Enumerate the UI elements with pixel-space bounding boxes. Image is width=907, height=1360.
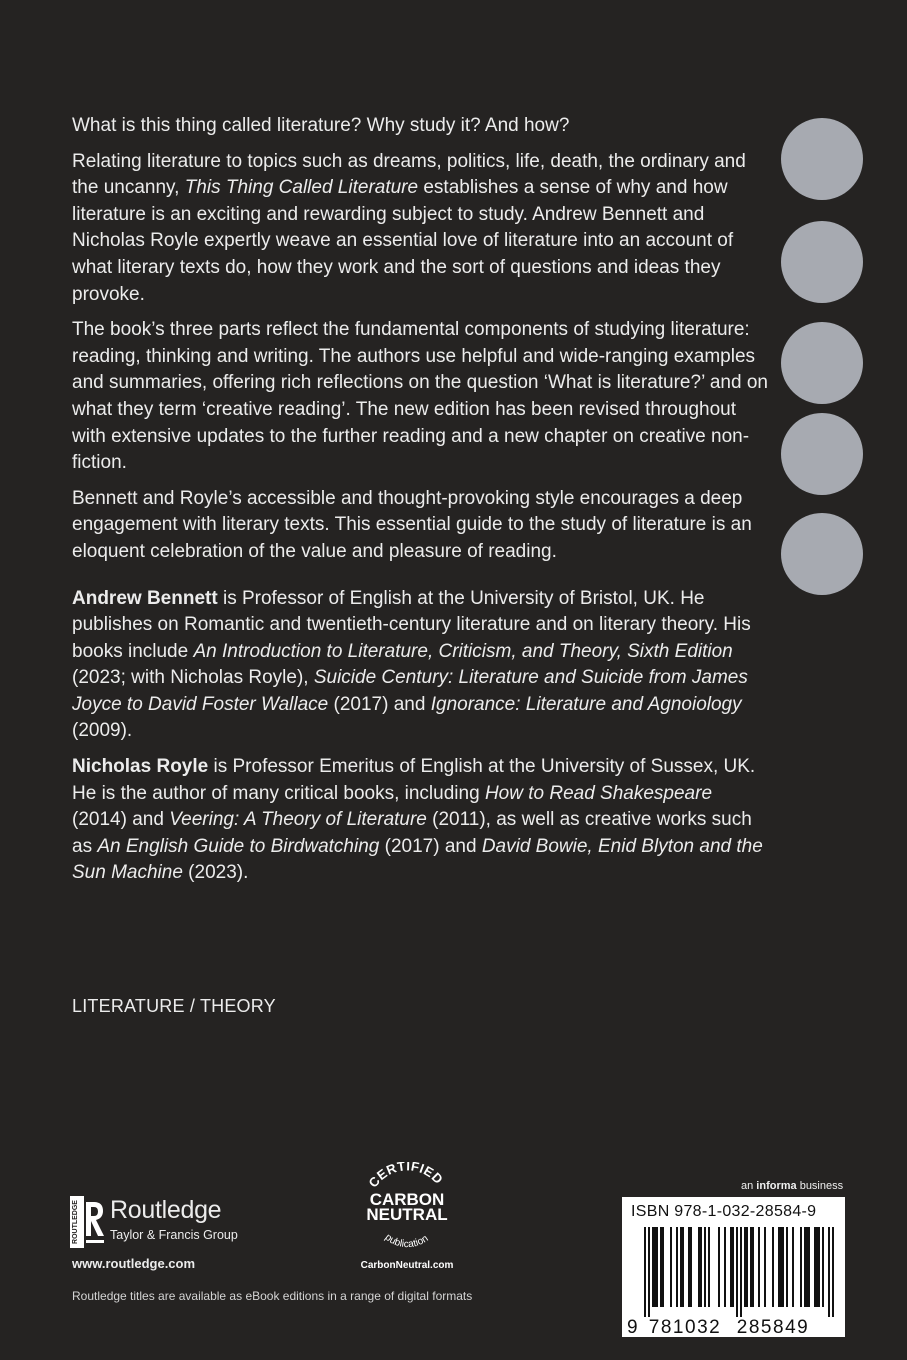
- blurb-paragraph-1: Relating literature to topics such as dreams, politics, life, death, the ordinary and the uncanny, This Thing Called Literature establishes a sense of why and how literature is an exciting and rewarding subject to study. Andrew Bennett and Nicholas Royle expertly weave an essential love of literature into an account of what literary texts do, how they work and the sort of questions and ideas they provoke.: [72, 150, 746, 305]
- barcode-bar: [816, 1227, 818, 1307]
- barcode-bar: [752, 1227, 754, 1307]
- book-title: This Thing Called Literature: [184, 177, 419, 199]
- barcode-bar: [648, 1227, 650, 1317]
- neutral-text: NEUTRAL: [366, 1205, 448, 1224]
- blurb-paragraph-3: Bennett and Royle’s accessible and thought-provoking style encourages a deep engagement with literary texts. This essential guide to the study of literature is an eloquent celebration of the value and pleasure of reading.: [72, 487, 752, 562]
- barcode-bar: [736, 1227, 738, 1317]
- barcode-bar: [740, 1227, 742, 1317]
- publication-text: publication: [382, 1231, 431, 1251]
- barcode-bar: [688, 1227, 690, 1307]
- informa-line: an informa business: [741, 1180, 844, 1192]
- barcode-bar: [662, 1227, 664, 1307]
- barcode-bar: [704, 1227, 706, 1307]
- barcode-bar: [772, 1227, 774, 1307]
- barcode-bar: [758, 1227, 760, 1307]
- isbn-label: ISBN 978-1-032-28584-9: [631, 1203, 817, 1220]
- barcode-bar: [746, 1227, 748, 1307]
- barcode-bar: [656, 1227, 658, 1307]
- author-name: Andrew Bennett: [72, 587, 218, 609]
- barcode-bar: [652, 1227, 654, 1307]
- barcode-bar: [782, 1227, 784, 1307]
- decorative-circle: [781, 322, 863, 404]
- barcode-bar: [814, 1227, 816, 1307]
- barcode-bar: [718, 1227, 720, 1307]
- barcode-bar: [750, 1227, 752, 1307]
- barcode-bar: [732, 1227, 734, 1307]
- author-bio-royle: Nicholas Royle is Professor Emeritus of English at the University of Sussex, UK. He is the author of many critical books, including How to Read Shakespeare (2014) and Veering: A Theory of Literature (2011), as well as creative works such as An English Guide to Birdwatching (2017) and David Bowie, Enid Blyton and the Sun Machine (2023).: [72, 756, 763, 884]
- barcode-bar: [828, 1227, 830, 1317]
- barcode-bar: [800, 1227, 802, 1307]
- decorative-circle: [781, 513, 863, 595]
- barcode-digit-lead: 9: [627, 1317, 638, 1337]
- barcode-bar: [806, 1227, 808, 1307]
- routledge-logo: [70, 1196, 260, 1248]
- barcode-bar: [698, 1227, 700, 1307]
- barcode-bar: [700, 1227, 702, 1307]
- barcode-bar: [822, 1227, 824, 1307]
- barcode-bar: [730, 1227, 732, 1307]
- routledge-r-icon: [70, 1196, 106, 1248]
- svg-text:publication: [383, 1232, 431, 1250]
- blurb-question: What is this thing called literature? Why study it? And how?: [72, 115, 570, 136]
- publisher-url[interactable]: www.routledge.com: [72, 1256, 196, 1271]
- publisher-group: Taylor & Francis Group: [110, 1228, 238, 1242]
- decorative-circle: [781, 118, 863, 200]
- barcode-digits-left: 781032: [648, 1317, 722, 1337]
- carbon-text: CARBON: [369, 1190, 445, 1209]
- barcode-bar: [832, 1227, 834, 1317]
- barcode-bar: [690, 1227, 692, 1307]
- barcode-bar: [808, 1227, 810, 1307]
- blurb: [72, 113, 772, 896]
- barcode-icon: [622, 1225, 845, 1337]
- barcode-bar: [680, 1227, 682, 1307]
- decorative-circle: [781, 221, 863, 303]
- barcode-bar: [818, 1227, 820, 1307]
- isbn-barcode-box: [622, 1197, 845, 1337]
- barcode-bar: [744, 1227, 746, 1307]
- barcode-bar: [670, 1227, 672, 1307]
- subject-category: LITERATURE / THEORY: [72, 996, 276, 1016]
- routledge-spine-text: ROUTLEDGE: [72, 1200, 79, 1244]
- carbonneutral-url: CarbonNeutral.com: [360, 1260, 454, 1270]
- barcode-bar: [792, 1227, 794, 1307]
- ebook-note: Routledge titles are available as eBook editions in a range of digital formats: [72, 1289, 473, 1303]
- barcode-bar: [682, 1227, 684, 1307]
- publisher-name: Routledge: [110, 1196, 222, 1224]
- author-bio-bennett: Andrew Bennett is Professor of English at the University of Bristol, UK. He publishes on Romantic and twentieth-century literature and on literary theory. His books include An Introduction to Literature, Criticism, and Theory, Sixth Edition (2023; with Nicholas Royle), Suicide Century: Literature and Suicide from James Joyce to David Foster Wallace (2017) and Ignorance: Literature and Agnoiology (2009).: [72, 587, 751, 742]
- decorative-circle: [781, 413, 863, 495]
- certified-text: CERTIFIED: [365, 1162, 447, 1191]
- barcode-bar: [780, 1227, 782, 1307]
- barcode-bar: [660, 1227, 662, 1307]
- barcode-bar: [644, 1227, 646, 1317]
- carbon-neutral-badge: [354, 1162, 460, 1270]
- barcode-bar: [804, 1227, 806, 1307]
- barcode-bar: [764, 1227, 766, 1307]
- barcode-digits-right: 285849: [736, 1317, 810, 1337]
- author-name: Nicholas Royle: [72, 756, 209, 778]
- barcode-bar: [724, 1227, 726, 1307]
- barcode-bar: [786, 1227, 788, 1307]
- barcode-bar: [708, 1227, 710, 1307]
- barcode-bar: [676, 1227, 678, 1307]
- barcode-bar: [654, 1227, 656, 1307]
- svg-text:CERTIFIED: [366, 1162, 447, 1190]
- barcode-bar: [778, 1227, 780, 1307]
- blurb-paragraph-2: The book’s three parts reflect the fundamental components of studying literature: reading, thinking and writing. The authors use helpful and wide-ranging examples and summaries, offering rich reflections on the question ‘What is literature?’ and on what they term ‘creative reading’. The new edition has been revised throughout with extensive updates to the further reading and a new chapter on creative non-fiction.: [72, 319, 768, 474]
